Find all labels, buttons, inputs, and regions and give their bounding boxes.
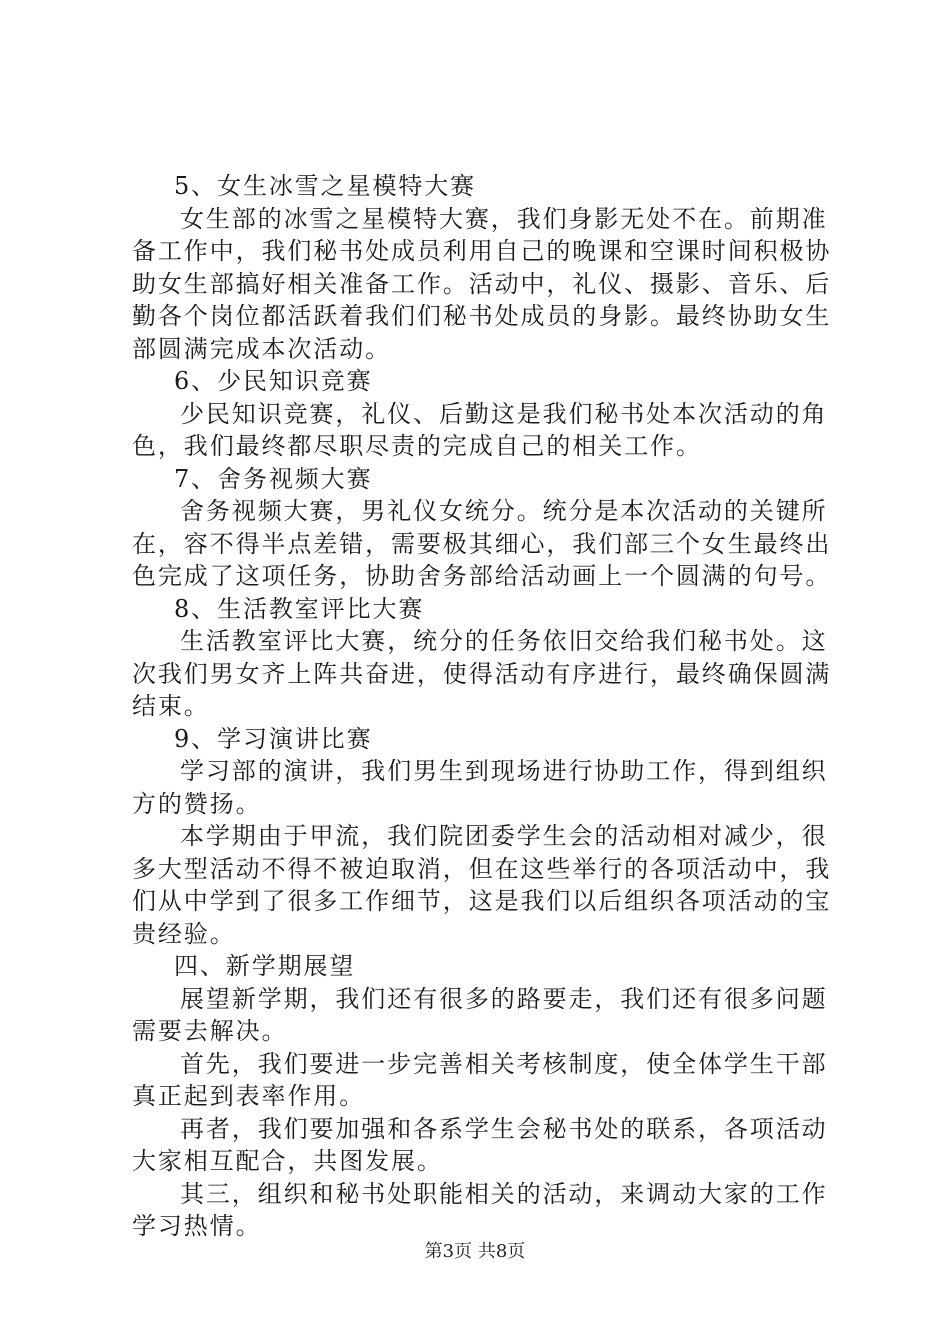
- paragraph-line: 学习部的演讲，我们男生到现场进行协助工作，得到组织: [180, 757, 828, 785]
- paragraph-line: 再者，我们要加强和各系学生会秘书处的联系，各项活动: [180, 1114, 828, 1143]
- paragraph-line: 其三，组织和秘书处职能相关的活动，来调动大家的工作: [180, 1179, 828, 1208]
- paragraph-line: 真正起到表率作用。: [132, 1082, 366, 1110]
- paragraph-line: 备工作中，我们秘书处成员利用自己的晚课和空课时间积极协: [132, 237, 832, 265]
- paragraph-line: 们从中学到了很多工作细节，这是我们以后组织各项活动的宝: [132, 887, 832, 915]
- section-heading: 6、少民知识竞赛: [174, 367, 373, 395]
- paragraph-line: 少民知识竞赛，礼仪、后勤这是我们秘书处本次活动的角: [180, 399, 828, 428]
- paragraph-line: 结束。: [132, 692, 210, 720]
- paragraph-line: 色完成了这项任务，协助舍务部给活动画上一个圆满的句号。: [132, 562, 832, 590]
- page-number-label: 第3页 共8页: [424, 1241, 526, 1262]
- paragraph-line: 展望新学期，我们还有很多的路要走，我们还有很多问题: [180, 984, 828, 1013]
- paragraph-line: 贵经验。: [132, 919, 236, 948]
- section-heading: 5、女生冰雪之星模特大赛: [174, 172, 477, 200]
- paragraph-line: 次我们男女齐上阵共奋进，使得活动有序进行，最终确保圆满: [132, 659, 832, 688]
- paragraph-line: 方的赞扬。: [132, 789, 262, 818]
- section-heading: 7、舍务视频大赛: [174, 464, 373, 493]
- section-heading: 四、新学期展望: [174, 952, 356, 980]
- page-footer: [0, 1240, 950, 1264]
- paragraph-line: 大家相互配合，共图发展。: [132, 1147, 443, 1175]
- paragraph-line: 生活教室评比大赛，统分的任务依旧交给我们秘书处。这: [180, 627, 828, 655]
- section-heading: 8、生活教室评比大赛: [174, 594, 425, 623]
- paragraph-line: 多大型活动不得不被迫取消，但在这些举行的各项活动中，我: [132, 854, 832, 883]
- paragraph-line: 勤各个岗位都活跃着我们们秘书处成员的身影。最终协助女生: [132, 302, 832, 330]
- paragraph-line: 助女生部搞好相关准备工作。活动中，礼仪、摄影、音乐、后: [132, 269, 832, 298]
- paragraph-line: 女生部的冰雪之星模特大赛，我们身影无处不在。前期准: [180, 204, 828, 233]
- section-heading: 9、学习演讲比赛: [174, 724, 373, 753]
- paragraph-line: 舍务视频大赛，男礼仪女统分。统分是本次活动的关键所: [180, 497, 828, 525]
- paragraph-line: 本学期由于甲流，我们院团委学生会的活动相对减少，很: [180, 822, 828, 850]
- paragraph-line: 需要去解决。: [132, 1017, 288, 1045]
- paragraph-line: 学习热情。: [132, 1212, 262, 1240]
- paragraph-line: 部圆满完成本次活动。: [132, 334, 391, 363]
- paragraph-line: 首先，我们要进一步完善相关考核制度，使全体学生干部: [180, 1049, 828, 1078]
- paragraph-line: 色，我们最终都尽职尽责的完成自己的相关工作。: [132, 432, 702, 460]
- document-body: [132, 170, 832, 1243]
- paragraph-line: 在，容不得半点差错，需要极其细心，我们部三个女生最终出: [132, 529, 832, 558]
